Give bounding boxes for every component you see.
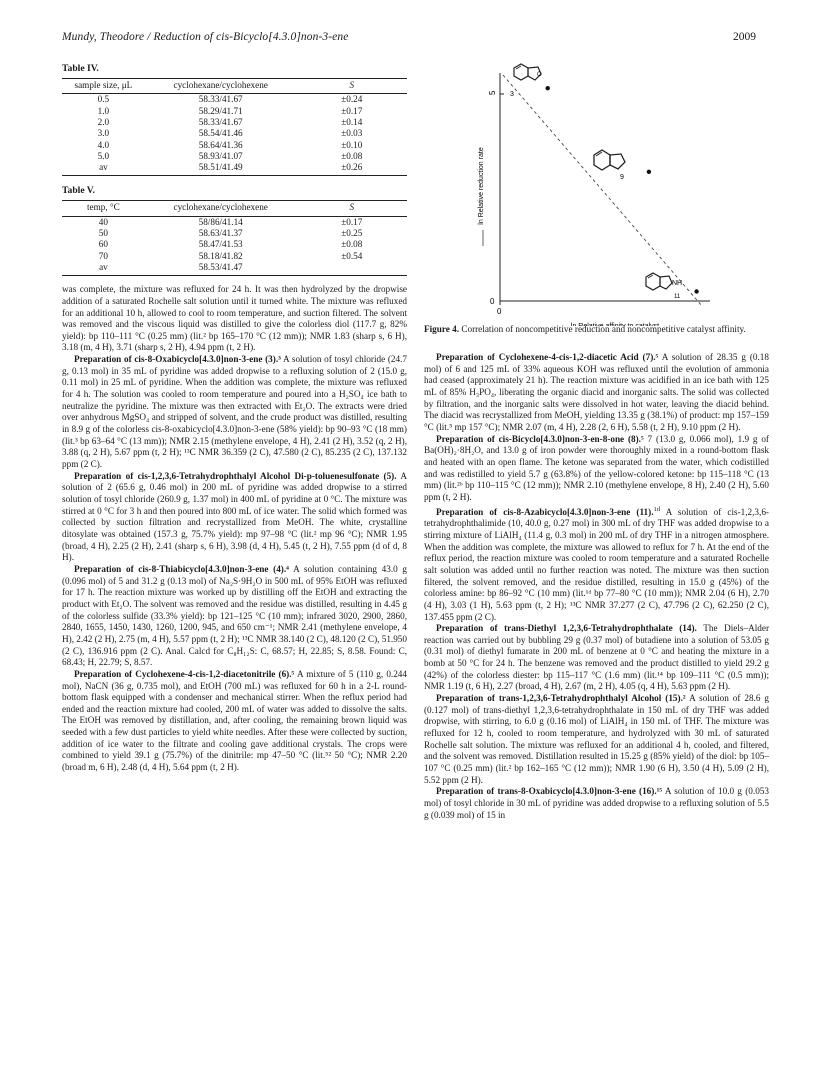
paragraph-text: A solution of tosyl chloride (24.7 g, 0.13 mol) in 35 mL of pyridine was added dropwise to a refluxing solution of 2 (15.0 g, 0.11 mol) in 25 mL of pyridine. When the addition was complete, the mixture was refluxed for 4 h. The solution was cooled to room temperature and poured into a H₂SO₄ ice bath to neutralize the pyridine. The mixture was then extracted with Et₂O. The extracts were dried over anhydrous MgSO₄ and stripped of solvent, and the crude product was distilled, resulting in 8.9 g of the colorless cis-8-oxabicyclo[4.3.0]non-3-ene (58% yield): bp 90–93 °C (18 mm) (lit.³ bp 63–64 °C (13 mm)); NMR 2.15 (methylene envelope, 4 H), 2.41 (2 H), 3.52 (q, 2 H), 3.88 (q, 2 H), 5.67 ppm (t, 2 H); ¹³C NMR 36.359 (2 C), 47.580 (2 C), 85.235 (2 C), 137.132 ppm (2 C). [62,354,407,470]
table-iv [62,63,407,176]
table-row [62,128,407,139]
left-column [62,63,407,774]
table-row [62,140,407,151]
caption-text: Correlation of noncompetitive reduction and noncompetitive catalyst affinity. [461,324,746,334]
svg-text:O: O [537,72,542,78]
paragraph-text: A solution of 10.0 g (0.053 mol) of tosyl chloride in 30 mL of pyridine was added dropwise to a refluxing solution of 5.5 g (0.039 mol) of 15 in [424,786,769,820]
table-row [62,106,407,117]
table-iv-header: cyclohexane/cyclohexene [145,78,297,94]
paragraph-text: 7 (13.0 g, 0.066 mol), 1.9 g of Ba(OH)₂·8H₂O, and 13.0 g of iron powder were thoroughly mixed in a round-bottom flask and heated with an open flame. The ketone was separated from the water, which codistilled and was redistilled to yield 5.7 g (63.8%) of the yellow-colored ketone: bp 115–118 °C (13 mm) (lit.²ᵇ bp 110–115 °C (12 mm)); NMR 2.10 (methylene envelope, 8 H), 2.40 (2 H), 5.60 ppm (t, 2 H). [424,433,769,502]
table-row [62,151,407,162]
table-cell: 58.29/41.71 [198,105,243,116]
correlation-plot [470,58,770,326]
paragraph-text: A mixture of 5 (110 g, 0.244 mol), NaCN (36 g, 0.735 mol), and EtOH (700 mL) was refluxed for 60 h in a 2-L round-bottom flask equipped with a condenser and mechanical stirrer. When the reflux period had ended and the reaction mixture had cooled, 200 mL of water was added to dissolve the salts. The EtOH was removed by distillation, and, after cooling, the remaining brown liquid was seeded with a few dust particles to yield white needles. After these were collected by suction, addition of ice water to the filtrate and cooling gave additional crystals. The crops were combined to yield 39.1 g (75.7%) of the dinitrile: mp 47–50 °C (lit.⁵² 50 °C); NMR 2.20 (broad m, 6 H), 2.48 (d, 4 H), 5.64 ppm (t, 2 H). [62,668,407,773]
table-iv-header: S [297,78,407,94]
table-cell: 58/86/41.14 [198,216,243,227]
table-cell: ±0.08 [341,239,363,250]
section-heading: Preparation of cis-Bicyclo[4.3.0]non-3-en-8-one (8).⁵ [436,433,644,444]
table-row [62,216,407,228]
table-cell: ±0.54 [341,250,363,261]
figure-4 [470,58,770,326]
table-cell: 58.51/41.49 [145,162,297,176]
point-label-9: 9 [620,174,624,181]
table-cell: 2.0 [97,116,110,127]
table-cell: ±0.17 [341,105,363,116]
table-cell: ±0.10 [341,139,363,150]
body-paragraph [424,504,769,624]
paragraph-text: A solution of 28.35 g (0.18 mol) of 6 and 125 mL of 33% aqueous KOH was refluxed until the evolution of ammonia had ceased (approximately 21 h). The reaction mixture was acidified in an ice bath with 125 mL of 85% H₃PO₄, liberating the organic diacid and inorganic salts. The solid was collected by filtration, and the inorganic salts were dissolved in hot water, leaving the diacid behind. The diacid was recrystallized from MeOH, yielding 13.35 g (38.1%) of product: mp 157–159 °C (lit.⁵ mp 157 °C); NMR 2.07 (m, 4 H), 2.28 (2, 6 H), 5.58 (t, 2 H), 9.10 ppm (2 H). [424,352,769,432]
body-paragraph [62,564,407,669]
table-cell: ±0.17 [341,216,363,227]
section-heading: Preparation of cis-8-Oxabicyclo[4.3.0]non-3-ene (3).³ [74,354,281,365]
data-point-3 [546,86,550,90]
table-row [62,94,407,106]
y-axis-label: ln Relative reduction rate [478,147,485,225]
molecule-11-structure [646,273,672,290]
table-row [62,262,407,276]
table-cell: 70 [98,250,108,261]
section-heading: Preparation of cis-8-Thiabicyclo[4.3.0]non-3-ene (4).⁴ [74,563,289,574]
section-heading: Preparation of Cyclohexene-4-cis-1,2-diacetic Acid (7).⁵ [436,352,659,362]
table-cell [297,262,407,276]
table-row [62,228,407,239]
left-body-text [62,284,407,774]
table-v-header: S [297,201,407,217]
body-paragraph [424,434,769,504]
trend-line [503,75,702,306]
table-row [62,162,407,176]
table-cell: 58.64/41.36 [198,139,243,150]
table-cell: 58.33/41.67 [198,116,243,127]
figure-4-caption [424,324,769,336]
table-cell: 3.0 [97,128,110,139]
section-heading: Preparation of cis-1,2,3,6-Tetrahydrophthalyl Alcohol Di-p-toluenesulfonate (5). [74,470,397,481]
section-heading: Preparation of trans-1,2,3,6-Tetrahydrophthalyl Alcohol (15).² [436,693,686,704]
body-paragraph [424,623,769,693]
paragraph-text: A solution of cis-1,2,3,6-tetrahydrophthalimide (10, 40.0 g, 0.27 mol) in 300 mL of dry THF was added dropwise to a stirring mixture of LiAlH₄ (11.4 g, 0.3 mol) in 200 mL of dry THF in a nitrogen atmosphere. When the addition was complete, the mixture was allowed to reflux for 7 h. At the end of the reflux period, the reaction mixture was cooled to room temperature and a saturated Rochelle salt solution was added until no further reaction was noted. The mixture was then suction filtered, the solvent removed, and the residue distilled, resulting in 15.0 g (45%) of the colorless amine: bp 86–92 °C (10 mm) (lit.¹ᵈ bp 77–80 °C (10 mm)); NMR 2.04 (6 H), 2.70 (4 H), 3.03 (1 H), 5.63 ppm (t, 2 H); ¹³C NMR 37.277 (2 C), 47.796 (2 C), 62.250 (2 C), 137.455 ppm (2 C). [424,506,769,622]
table-cell: ±0.14 [341,116,363,127]
point-label-3: 3 [510,91,514,98]
table-iv-grid [62,78,407,177]
table-iv-title: Table IV. [62,63,99,74]
table-row [62,239,407,250]
body-paragraph [62,669,407,774]
data-point-9 [647,170,651,174]
paragraph-text: A solution of 2 (65.6 g, 0.46 mol) in 200 mL of pyridine was added dropwise to a stirred solution of tosyl chloride (260.9 g, 1.37 mol) in 400 mL of pyridine at 0 °C. The mixture was stirred at 0 °C for 3 h and then poured into 800 mL of ice water. The solid which formed was collected by suction filtration and recrystallized from MeOH. The white, crystalline ditosylate was obtained (157.3 g, 75.7% yield): mp 97–98 °C (lit.² mp 96 °C); NMR 1.95 (broad, 4 H), 2.25 (2 H), 2.41 (sharp s, 6 H), 3.98 (d, 4 H), 5.45 (t, 2 H), 7.55 ppm (d of d, 8 H). [62,470,407,563]
y-tick-label: 5 [488,90,497,95]
table-cell: ±0.03 [341,128,363,139]
table-cell: ±0.25 [341,228,363,238]
molecule-3-structure [514,64,542,80]
table-v-title: Table V. [62,185,95,197]
table-cell: 5.0 [97,150,110,161]
page-number: 2009 [733,31,756,43]
table-cell: av [62,162,145,176]
section-heading: Preparation of cis-8-Azabicyclo[4.3.0]non-3-ene (11). [436,506,654,517]
table-cell: ±0.24 [341,94,363,105]
body-paragraph [62,354,407,471]
table-cell: av [62,262,145,276]
table-v-grid [62,200,407,276]
table-iv-header: sample size, μL [62,78,145,94]
body-paragraph [62,471,407,564]
body-paragraph: was complete, the mixture was refluxed for 24 h. It was then hydrolyzed by the dropwise addition of a saturated Rochelle salt solution until it turned white. The mixture was refluxed for an additional 10 h, allowed to cool to room temperature, and suction filtered. The solvent was removed and the viscous liquid was distilled to give the colorless diol (117.7 g, 82% yield): bp 110–111 °C (0.25 mm) (lit.² bp 165–170 °C (12 mm)); NMR 1.83 (sharp s, 6 H), 3.18 (m, 4 H), 3.71 (sharp s, 2 H), 4.94 ppm (t, 2 H). [62,284,407,353]
table-v [62,185,407,276]
paragraph-text: A solution of 28.6 g (0.127 mol) of trans-diethyl 1,2,3,6-tetrahydrophthalate in 150 mL of dry THF was added dropwise, with stirring, to 6.0 g (0.16 mol) of LiAlH₄ in 150 mL of THF. The mixture was refluxed for 12 h, cooled to room temperature, and hydrolyzed with 30 mL of saturated Rochelle salt solution. The mixture was refluxed for an additional 4 h, cooled, and filtered, and the solvent was removed. Distillation resulted in 15.25 g (85% yield) of the diol: bp 105–107 °C (0.25 mm) (lit.² bp 162–165 °C (12 mm)); NMR 1.90 (6 H), 3.50 (4 H), 5.09 (2 H), 5.52 ppm (2 H). [424,693,769,785]
table-row [62,117,407,128]
section-heading: Preparation of trans-8-Oxabicyclo[4.3.0]non-3-ene (16).¹⁵ [436,786,663,797]
figure-label: Figure 4. [424,324,460,334]
paragraph-text: The Diels–Alder reaction was carried out by bubbling 29 g (0.37 mol) of butadiene into a solution of 53.05 g (0.31 mol) of diethyl fumarate in 200 mL of benzene at 0 °C and heating the mixture in a bomb at 50 °C for 24 h. The benzene was removed and the product distilled to yield 29.2 g (42%) of the colorless diester: bp 115–117 °C (1.6 mm) (lit.¹⁴ bp 109–111 °C (0.5 mm)); NMR 1.19 (t, 6 H), 2.27 (broad, 4 H), 2.67 (m, 2 H), 4.05 (q, 4 H), 5.63 ppm (2 H). [424,623,770,692]
right-column [424,352,769,821]
table-cell: 58.54/41.46 [198,128,243,139]
origin-label-y: 0 [490,297,495,306]
section-heading: Preparation of trans-Diethyl 1,2,3,6-Tetrahydrophthalate (14). [436,623,697,634]
table-cell: 50 [98,228,108,238]
table-cell: 58.53/41.47 [145,262,297,276]
table-cell: 58.47/41.53 [198,239,243,250]
origin-label-x: 0 [497,307,502,316]
body-paragraph [424,786,769,821]
point-label-11: 11 [674,294,681,300]
table-cell: ±0.08 [341,150,363,161]
body-paragraph [424,352,769,434]
table-cell: 1.0 [97,105,110,116]
table-cell: 58.33/41.67 [198,94,243,105]
table-cell: 4.0 [97,139,110,150]
table-row [62,251,407,262]
table-v-header: cyclohexane/cyclohexene [145,201,297,217]
molecule-9-structure [594,150,625,170]
table-cell: 58.93/41.07 [198,150,243,161]
body-paragraph [424,693,769,786]
reference-superscript: 1d [653,505,660,513]
table-cell: 40 [98,216,108,227]
table-cell: ±0.26 [297,162,407,176]
paragraph-text: A solution containing 43.0 g (0.096 mol) of 5 and 31.2 g (0.13 mol) of Na₂S·9H₂O in 500 mL of 95% EtOH was refluxed for 17 h. The reaction mixture was worked up by distilling off the EtOH and extracting the product with Et₂O. The solvent was removed and the residue was distilled, resulting in 4.45 g of the colorless sulfide (33.3% yield): bp 121–125 °C (10 mm); infrared 3020, 2900, 2860, 2840, 1655, 1450, 1430, 1260, 1200, 945, and 650 cm⁻¹; NMR 2.41 (methylene envelope, 4 H), 2.42 (2 H), 2.75 (m, 4 H), 5.57 ppm (t, 2 H); ¹³C NMR 38.140 (2 C), 48.120 (2 C), 51.950 (2 C), 136.916 ppm (2 C). Anal. Calcd for C₈H₁₂S: C, 68.57; H, 22.85; S, 8.58. Found: C, 68.43; H, 22.79; S, 8.57. [62,563,407,668]
data-point-11 [694,289,698,293]
running-head-title: Mundy, Theodore / Reduction of cis-Bicyclo[4.3.0]non-3-ene [62,31,349,43]
section-heading: Preparation of Cyclohexene-4-cis-1,2-diacetonitrile (6).⁵ [74,668,295,679]
table-cell: 60 [98,239,108,250]
nh-label: NH [672,280,683,287]
table-cell: 0.5 [97,94,110,105]
table-cell: 58.18/41.82 [198,250,243,261]
table-cell: 58.63/41.37 [198,228,243,238]
table-v-header: temp, °C [62,201,145,217]
data-points [546,86,699,294]
